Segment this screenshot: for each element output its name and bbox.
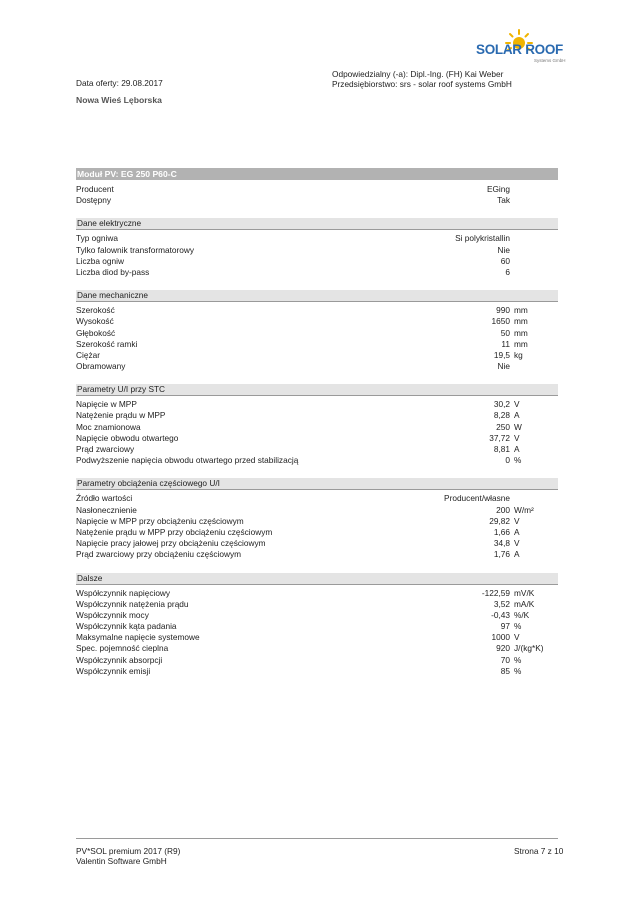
row-unit: %	[514, 621, 522, 632]
row-unit: A	[514, 549, 520, 560]
table-row	[76, 267, 558, 278]
row-unit: J/(kg*K)	[514, 643, 544, 654]
row-value: 8,81	[493, 444, 510, 454]
row-value: 3,52	[493, 598, 510, 609]
row-label: Współczynnik mocy	[76, 609, 149, 620]
row-label: Ciężar	[76, 349, 100, 360]
row-label: Podwyższenie napięcia obwodu otwartego przed stabilizacją	[76, 455, 299, 466]
table-row	[76, 350, 558, 361]
row-value: 11	[501, 338, 510, 349]
row-value: 8,28	[493, 410, 510, 421]
row-value: 1000	[491, 632, 510, 643]
table-row	[76, 410, 558, 421]
table-row	[76, 195, 558, 206]
section-header: Parametry U/I przy STC	[76, 384, 558, 396]
row-unit: mm	[514, 305, 528, 316]
row-value: 250	[496, 421, 510, 432]
table-row	[76, 666, 558, 677]
row-label: Liczba diod by-pass	[76, 266, 150, 277]
section-header: Parametry obciążenia częściowego U/I	[76, 478, 558, 490]
row-value: 60	[500, 255, 510, 266]
row-label: Współczynnik napięciowy	[76, 587, 171, 598]
row-unit: A	[514, 526, 520, 537]
table-row	[76, 399, 558, 410]
row-unit: V	[514, 399, 520, 410]
row-value: 97	[500, 621, 510, 632]
logo-subtitle: Systems GmbH	[534, 58, 566, 63]
table-row	[76, 655, 558, 666]
row-unit: W	[514, 421, 522, 432]
table-row	[76, 610, 558, 621]
table-row	[76, 256, 558, 267]
responsible-person: Odpowiedzialny (-a): Dipl.-Ing. (FH) Kai Weber	[332, 69, 504, 79]
row-unit: mm	[514, 338, 528, 349]
row-value: Tak	[497, 195, 510, 206]
project-name: Nowa Wieś Lęborska	[76, 95, 162, 105]
row-label: Szerokość ramki	[76, 338, 138, 349]
row-label: Typ ogniwa	[76, 233, 118, 244]
row-value: 34,8	[493, 538, 510, 549]
row-value: Nie	[497, 244, 510, 255]
table-row	[76, 549, 558, 560]
row-label: Współczynnik absorpcji	[76, 654, 163, 665]
row-value: 30,2	[493, 399, 510, 410]
row-value: 29,82	[489, 515, 510, 526]
row-value: 990	[496, 305, 510, 316]
row-value: Producent/własne	[444, 493, 510, 504]
row-value: 85	[500, 665, 510, 676]
section-header: Dane elektryczne	[76, 218, 558, 230]
row-value: 1,66	[493, 526, 510, 537]
software-vendor: Valentin Software GmbH	[76, 856, 167, 866]
row-unit: W/m²	[514, 504, 534, 515]
company-name: Przedsiębiorstwo: srs - solar roof systems GmbH	[332, 78, 512, 89]
footer-software	[76, 846, 180, 866]
row-unit: V	[514, 538, 520, 549]
row-label: Producent	[76, 184, 114, 194]
row-label: Natężenie prądu w MPP	[76, 410, 166, 421]
row-unit: V	[514, 432, 520, 443]
row-unit: %	[514, 665, 522, 676]
section-header: Dane mechaniczne	[76, 290, 558, 302]
module-datasheet	[76, 168, 558, 677]
row-label: Spec. pojemność cieplna	[76, 643, 169, 654]
row-label: Prąd zwarciowy przy obciążeniu częściowym	[76, 549, 242, 560]
row-value: 37,72	[489, 432, 510, 443]
table-row	[76, 328, 558, 339]
row-unit: %	[514, 654, 522, 665]
table-row	[76, 444, 558, 455]
row-value: EGing	[486, 184, 510, 194]
row-label: Szerokość	[76, 305, 115, 316]
row-value: Si polykristallin	[455, 233, 510, 244]
row-label: Napięcie w MPP	[76, 399, 137, 410]
table-row	[76, 493, 558, 504]
row-label: Dostępny	[76, 195, 112, 206]
row-value: -0,43	[491, 609, 510, 620]
table-row	[76, 588, 558, 599]
table-row	[76, 245, 558, 256]
row-label: Maksymalne napięcie systemowe	[76, 632, 200, 643]
row-unit: mm	[514, 316, 528, 327]
row-unit: mm	[514, 327, 528, 338]
sections	[76, 218, 558, 677]
module-title: Moduł PV: EG 250 P60-C	[76, 168, 558, 180]
row-value: -122,59	[481, 587, 510, 598]
row-label: Nasłonecznienie	[76, 504, 137, 515]
row-value: 1,76	[493, 549, 510, 560]
page-number: Strona 7 z 10	[514, 846, 564, 856]
responsible-block	[332, 70, 512, 89]
row-value: 920	[496, 643, 510, 654]
table-row	[76, 538, 558, 549]
company-logo	[476, 28, 566, 70]
row-unit: V	[514, 632, 520, 643]
module-rows	[76, 184, 558, 206]
row-value: 50	[500, 327, 510, 338]
row-unit: A	[514, 444, 520, 454]
row-unit: A	[514, 410, 520, 421]
table-row	[76, 361, 558, 372]
table-row	[76, 184, 558, 195]
table-row	[76, 505, 558, 516]
row-label: Natężenie prądu w MPP przy obciążeniu częściowym	[76, 526, 273, 537]
row-value: 70	[500, 654, 510, 665]
table-row	[76, 516, 558, 527]
offer-date: Data oferty: 29.08.2017	[76, 78, 163, 88]
table-row	[76, 455, 558, 466]
row-label: Obramowany	[76, 361, 126, 372]
row-label: Napięcie w MPP przy obciążeniu częściowym	[76, 515, 244, 526]
row-label: Współczynnik emisji	[76, 665, 151, 676]
row-label: Współczynnik natężenia prądu	[76, 598, 189, 609]
row-value: 0	[505, 455, 510, 466]
row-label: Tylko falownik transformatorowy	[76, 244, 195, 255]
table-row	[76, 339, 558, 350]
software-name: PV*SOL premium 2017 (R9)	[76, 846, 181, 856]
row-label: Napięcie obwodu otwartego	[76, 432, 179, 443]
row-unit: mA/K	[514, 598, 535, 609]
table-row	[76, 621, 558, 632]
table-row	[76, 632, 558, 643]
row-value: Nie	[497, 361, 510, 372]
table-row	[76, 643, 558, 654]
row-value: 6	[505, 266, 510, 277]
row-label: Liczba ogniw	[76, 255, 124, 266]
row-label: Głębokość	[76, 327, 116, 338]
row-label: Wysokość	[76, 316, 114, 327]
table-row	[76, 316, 558, 327]
section-header: Dalsze	[76, 573, 558, 585]
row-value: 200	[496, 504, 510, 515]
table-row	[76, 422, 558, 433]
table-row	[76, 305, 558, 316]
row-unit: %/K	[514, 609, 530, 620]
row-unit: %	[514, 455, 522, 466]
row-unit: V	[514, 515, 520, 526]
table-row	[76, 233, 558, 244]
logo-text: SOLAR ROOF	[476, 42, 563, 57]
row-label: Źródło wartości	[76, 493, 133, 504]
row-value: 1650	[491, 316, 510, 327]
row-label: Moc znamionowa	[76, 421, 141, 432]
table-row	[76, 433, 558, 444]
table-row	[76, 599, 558, 610]
row-unit: mV/K	[514, 587, 535, 598]
table-row	[76, 527, 558, 538]
row-label: Prąd zwarciowy	[76, 444, 135, 454]
footer-divider	[76, 838, 558, 839]
row-label: Współczynnik kąta padania	[76, 621, 177, 632]
row-unit: kg	[514, 349, 523, 360]
row-label: Napięcie pracy jałowej przy obciążeniu częściowym	[76, 538, 266, 549]
row-value: 19,5	[493, 349, 510, 360]
